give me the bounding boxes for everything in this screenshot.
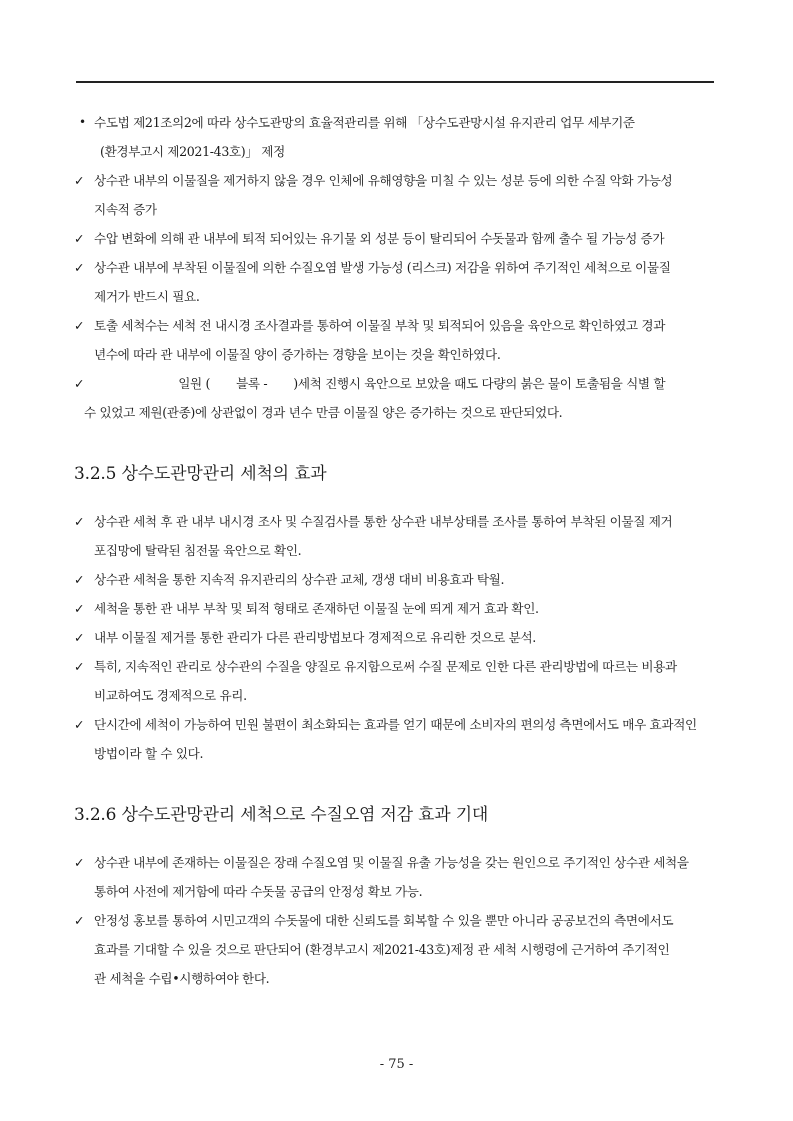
list-item: [74, 623, 718, 652]
item-line: 제거가 반드시 필요.: [94, 289, 200, 304]
item-line: 수 있었고 제원(관종)에 상관없이 경과 년수 만큼 이물질 양은 증가하는 것으로 판단되었다.: [84, 405, 563, 420]
section-heading-3-2-6: 3.2.6 상수도관망관리 세척으로 수질오염 저감 효과 기대: [74, 805, 489, 825]
check-icon: ✓: [74, 717, 85, 732]
item-line: 토출 세척수는 세척 전 내시경 조사결과를 통하여 이물질 부착 및 퇴적되어 있음을 육안으로 확인하였고 경과: [94, 318, 666, 333]
item-line: 상수관 내부에 부착된 이물질에 의한 수질오염 발생 가능성 (리스크) 저감을 위하여 주기적인 세척으로 이물질: [94, 260, 671, 275]
check-icon: ✓: [74, 231, 85, 246]
page-number: - 75 -: [379, 1057, 414, 1072]
item-line: 포집망에 탈락된 침전물 육안으로 확인.: [94, 543, 302, 558]
section-heading-3-2-5: 3.2.5 상수도관망관리 세척의 효과: [74, 464, 327, 484]
check-icon: ✓: [74, 260, 85, 275]
item-line: 특히, 지속적인 관리로 상수관의 수질을 양질로 유지함으로써 수질 문제로 인한 다른 관리방법에 따르는 비용과: [94, 659, 677, 674]
list-item: [74, 652, 718, 710]
item-line: 방법이라 할 수 있다.: [94, 746, 204, 761]
check-icon: ✓: [74, 630, 85, 645]
item-line: 관 세척을 수립•시행하여야 한다.: [94, 971, 270, 986]
check-icon: ✓: [74, 173, 85, 188]
check-icon: ✓: [74, 855, 85, 870]
special-part-3: )세척 진행시 육안으로 보았을 때도 다량의 붉은 물이 토출됨을 식별 할: [293, 376, 666, 391]
list-item: [74, 848, 718, 906]
item-line: 비교하여도 경제적으로 유리.: [94, 688, 247, 703]
item-line: 단시간에 세척이 가능하여 민원 불편이 최소화되는 효과를 얻기 때문에 소비자의 편의성 측면에서도 매우 효과적인: [94, 717, 697, 732]
item-line: 안정성 홍보를 통하여 시민고객의 수돗물에 대한 신뢰도를 회복할 수 있을 뿐만 아니라 공공보건의 측면에서도: [94, 913, 674, 928]
check-icon: ✓: [74, 659, 85, 674]
item-line: 내부 이물질 제거를 통한 관리가 다른 관리방법보다 경제적으로 유리한 것으로 분석.: [94, 630, 536, 645]
list-item: [74, 906, 718, 993]
special-part-2: 블록 -: [236, 376, 268, 391]
list-item: [74, 224, 718, 253]
check-icon: ✓: [74, 318, 85, 333]
item-line: 통하여 사전에 제거함에 따라 수돗물 공급의 안정성 확보 가능.: [94, 884, 423, 899]
list-item: [74, 565, 718, 594]
item-line: 상수관 세척 후 관 내부 내시경 조사 및 수질검사를 통한 상수관 내부상태를 조사를 통하여 부착된 이물질 제거: [94, 514, 673, 529]
list-item: [74, 507, 718, 565]
check-icon: ✓: [74, 601, 85, 616]
special-part-1: 일원 (: [178, 376, 211, 391]
item-line: 세척을 통한 관 내부 부착 및 퇴적 형태로 존재하던 이물질 눈에 띄게 제거 효과 확인.: [94, 601, 539, 616]
header-rule: [76, 81, 714, 83]
item-line: 상수관 세척을 통한 지속적 유지관리의 상수관 교체, 갱생 대비 비용효과 탁월.: [94, 572, 505, 587]
item-line: 년수에 따라 관 내부에 이물질 양이 증가하는 경향을 보이는 것을 확인하였다.: [94, 347, 501, 362]
check-icon: ✓: [74, 913, 85, 928]
list-item: [74, 594, 718, 623]
list-item: [74, 253, 718, 311]
item-line: 지속적 증가: [94, 202, 157, 217]
intro-line-2: (환경부고시 제2021-43호)」 제정: [100, 144, 285, 159]
check-icon: ✓: [74, 376, 85, 391]
intro-line-1: 수도법 제21조의2에 따라 상수도관망의 효율적관리를 위해 「상수도관망시설 유지관리 업무 세부기준: [94, 115, 635, 130]
item-line: 수압 변화에 의해 관 내부에 퇴적 되어있는 유기물 외 성분 등이 탈리되어 수돗물과 함께 출수 될 가능성 증가: [94, 231, 665, 246]
item-line: 효과를 기대할 수 있을 것으로 판단되어 (환경부고시 제2021-43호)제정 관 세척 시행령에 근거하여 주기적인: [94, 942, 670, 957]
list-item: [74, 710, 718, 768]
check-icon: ✓: [74, 514, 85, 529]
document-body: [74, 108, 718, 993]
item-line: 상수관 내부의 이물질을 제거하지 않을 경우 인체에 유해영향을 미칠 수 있는 성분 등에 의한 수질 악화 가능성: [94, 173, 673, 188]
check-icon: ✓: [74, 572, 85, 587]
item-line: 상수관 내부에 존재하는 이물질은 장래 수질오염 및 이물질 유출 가능성을 갖는 원인으로 주기적인 상수관 세척을: [94, 855, 689, 870]
list-item: [74, 311, 718, 369]
bullet-icon: •: [79, 115, 86, 129]
intro-bullet-item: [74, 108, 718, 166]
list-item: [74, 166, 718, 224]
list-item-redacted: [74, 369, 718, 427]
